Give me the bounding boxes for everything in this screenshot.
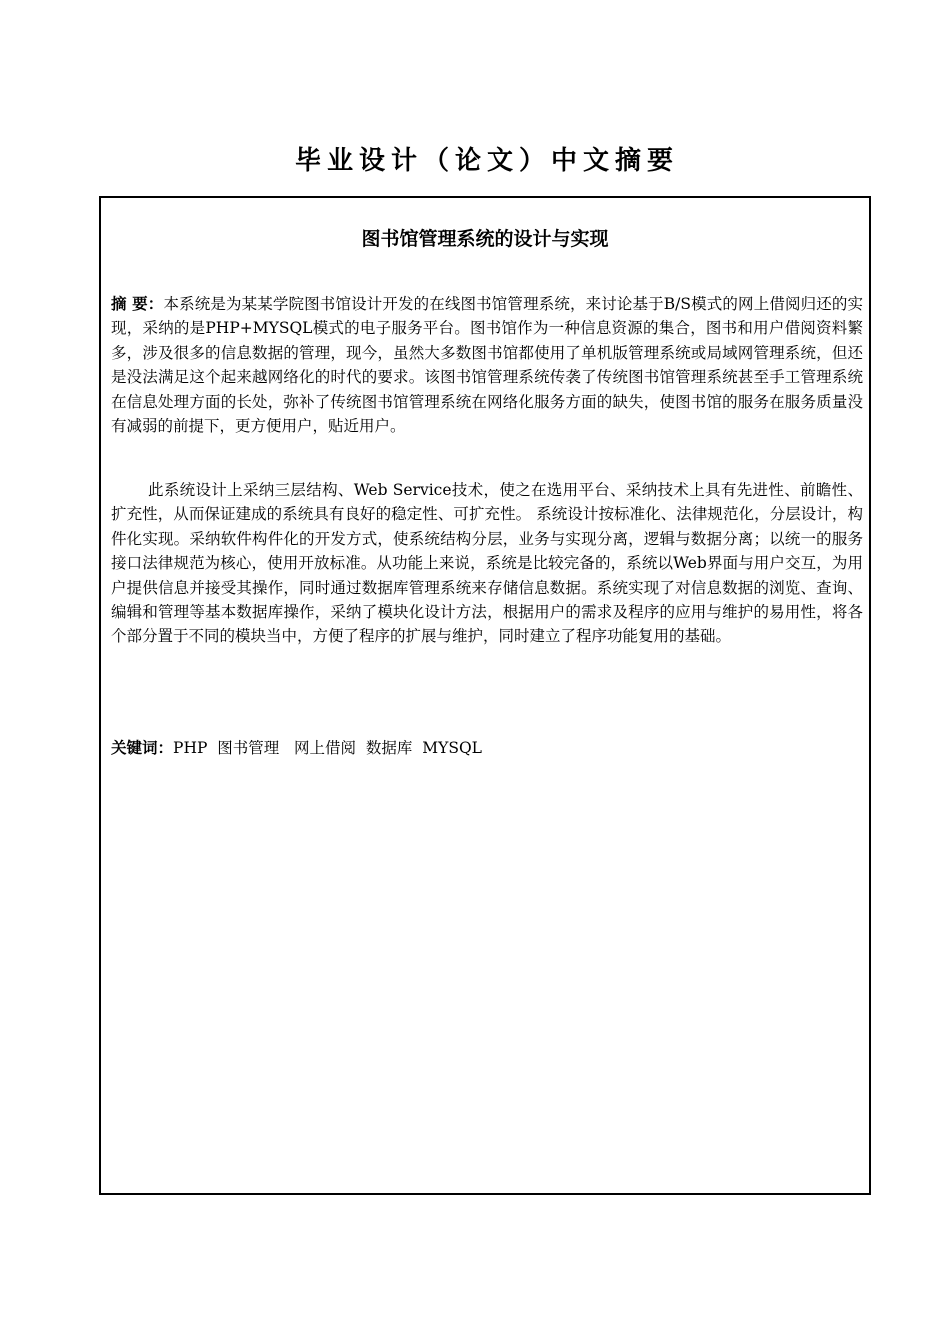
keywords-line (111, 736, 863, 760)
thesis-title: 图书馆管理系统的设计与实现 (361, 228, 609, 250)
page-heading: 毕业设计（论文）中文摘要 (294, 146, 679, 176)
abstract-box (99, 196, 871, 1195)
abstract-paragraph-1-text: 本系统是为某某学院图书馆设计开发的在线图书馆管理系统，来讨论基于B/S模式的网上借阅归还的实现，采纳的是PHP+MYSQL模式的电子服务平台。图书馆作为一种信息资源的集合，图书和用户借阅资料繁多，涉及很多的信息数据的管理，现今，虽然大多数图书馆都使用了单机版管理系统或局域网管理系统，但还是没法满足这个起来越网络化的时代的要求。该图书馆管理系统传袭了传统图书馆管理系统甚至手工管理系统在信息处理方面的长处，弥补了传统图书馆管理系统在网络化服务方面的缺失，使图书馆的服务在服务质量没有减弱的前提下，更方便用户，贴近用户。 (111, 295, 864, 436)
abstract-paragraph-2: 此系统设计上采纳三层结构、Web Service技术，使之在选用平台、采纳技术上具有先进性、前瞻性、扩充性，从而保证建成的系统具有良好的稳定性、可扩充性。 系统设计按标准化、法律规范化，分层设计，构件化实现。采纳软件构件化的开发方式，使系统结构分层，业务与实现分离，逻辑与数据分离；以统一的服务接口法律规范为核心，使用开放标准。从功能上来说，系统是比较完备的，系统以Web界面与用户交互，为用户提供信息并接受其操作，同时通过数据库管理系统来存储信息数据。系统实现了对信息数据的浏览、查询、编辑和管理等基本数据库操作，采纳了模块化设计方法，根据用户的需求及程序的应用与维护的易用性，将各个部分置于不同的模块当中，方便了程序的扩展与维护，同时建立了程序功能复用的基础。 (111, 481, 863, 646)
keywords-value: PHP 图书管理 网上借阅 数据库 MYSQL (173, 739, 482, 757)
abstract-paragraph-1 (111, 292, 863, 438)
keywords-label: 关键词： (111, 739, 174, 757)
abstract-label: 摘 要： (111, 295, 164, 313)
